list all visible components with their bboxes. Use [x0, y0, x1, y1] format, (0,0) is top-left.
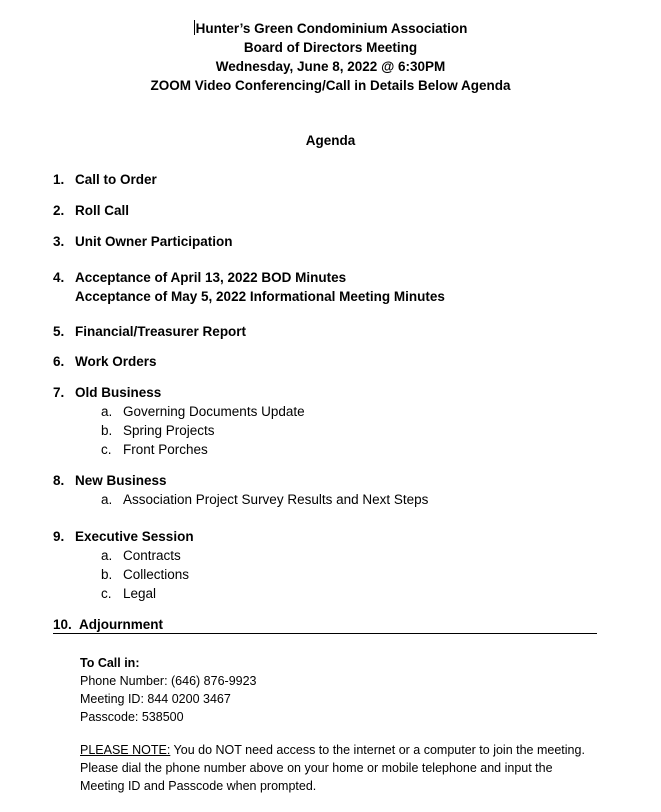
passcode: Passcode: 538500 — [80, 710, 184, 724]
item-label-continued: Acceptance of May 5, 2022 Informational Meeting Minutes — [75, 289, 445, 304]
sub-letter: b. — [101, 567, 113, 582]
item-number: 6. — [53, 354, 65, 369]
agenda-item-4 — [53, 268, 445, 306]
item-label: Executive Session — [75, 529, 194, 544]
agenda-item-6 — [53, 352, 157, 371]
sub-label: Contracts — [123, 548, 181, 563]
agenda-item-1 — [53, 170, 157, 189]
agenda-item-3 — [53, 232, 233, 251]
call-in-title: To Call in: — [80, 656, 140, 670]
sub-label: Association Project Survey Results and Next Steps — [123, 492, 429, 507]
item-label: Adjournment — [79, 617, 163, 632]
sub-letter: b. — [101, 423, 113, 438]
meeting-id: Meeting ID: 844 0200 3467 — [80, 692, 231, 706]
header-line-date: Wednesday, June 8, 2022 @ 6:30PM — [215, 59, 446, 74]
please-note — [80, 741, 600, 795]
sub-label: Governing Documents Update — [123, 404, 305, 419]
call-in-details — [80, 654, 600, 726]
sub-letter: a. — [101, 548, 113, 563]
sub-item-7a — [101, 402, 305, 421]
item-label: New Business — [75, 473, 167, 488]
item-label: Work Orders — [75, 354, 157, 369]
please-note-label: PLEASE NOTE: — [80, 743, 171, 757]
sub-item-9a — [101, 546, 181, 565]
item-label: Roll Call — [75, 203, 130, 218]
sub-item-7c — [101, 440, 208, 459]
item-number: 9. — [53, 529, 65, 544]
agenda-title: Agenda — [305, 133, 356, 148]
agenda-item-7 — [53, 383, 161, 402]
item-number: 8. — [53, 473, 65, 488]
please-note-text: You do NOT need access to the internet or a computer to join the meeting. Please dial the phone number above on your home or mobile telephone and input the Meeting ID and Passcode when prompted. — [80, 743, 585, 793]
item-number: 1. — [53, 172, 65, 187]
agenda-item-8 — [53, 471, 167, 490]
item-label: Acceptance of April 13, 2022 BOD Minutes — [75, 270, 347, 285]
agenda-item-5 — [53, 322, 246, 341]
header-line-association: Hunter’s Green Condominium Association — [195, 21, 468, 36]
agenda-item-10 — [53, 615, 163, 634]
agenda-item-9 — [53, 527, 194, 546]
item-label: Financial/Treasurer Report — [75, 324, 247, 339]
sub-letter: a. — [101, 492, 113, 507]
sub-item-7b — [101, 421, 215, 440]
item-number: 7. — [53, 385, 65, 400]
sub-label: Spring Projects — [123, 423, 215, 438]
item-number: 4. — [53, 270, 65, 285]
item-number: 2. — [53, 203, 65, 218]
sub-letter: a. — [101, 404, 113, 419]
sub-label: Collections — [123, 567, 190, 582]
item-number: 5. — [53, 324, 65, 339]
horizontal-divider — [53, 633, 597, 634]
item-label: Old Business — [75, 385, 162, 400]
header-line-zoom: ZOOM Video Conferencing/Call in Details Below Agenda — [150, 78, 511, 93]
sub-item-9c — [101, 584, 156, 603]
sub-letter: c. — [101, 442, 112, 457]
sub-label: Front Porches — [123, 442, 208, 457]
item-label: Call to Order — [75, 172, 157, 187]
sub-item-9b — [101, 565, 189, 584]
sub-item-8a — [101, 490, 428, 509]
document-header — [0, 19, 661, 95]
item-number: 10. — [53, 617, 72, 632]
item-label: Unit Owner Participation — [75, 234, 233, 249]
header-line-meeting: Board of Directors Meeting — [243, 40, 418, 55]
item-number: 3. — [53, 234, 65, 249]
text-cursor — [194, 20, 195, 35]
sub-label: Legal — [123, 586, 157, 601]
agenda-item-2 — [53, 201, 129, 220]
sub-letter: c. — [101, 586, 112, 601]
phone-number: Phone Number: (646) 876-9923 — [80, 674, 257, 688]
